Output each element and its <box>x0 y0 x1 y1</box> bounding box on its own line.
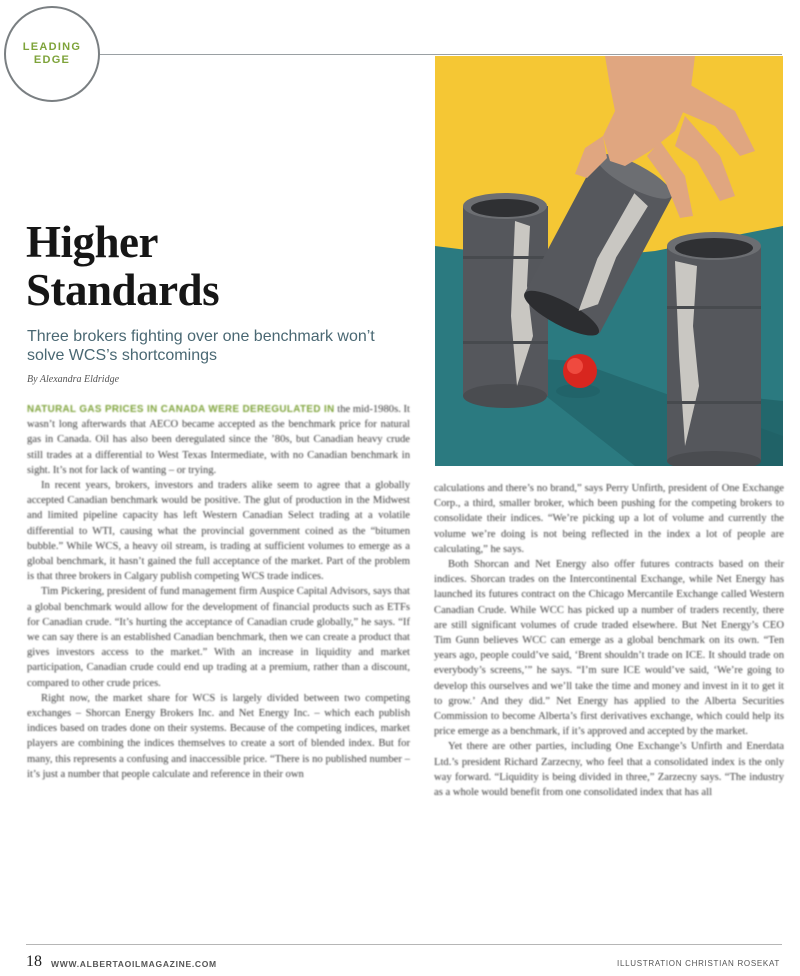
badge-line1: LEADING <box>22 41 82 53</box>
website-link[interactable]: WWW.ALBERTAOILMAGAZINE.COM <box>51 959 217 969</box>
body-paragraph-1 <box>27 402 410 478</box>
body-paragraph-7: Yet there are other parties, including One Exchange’s Unfirth and Enerdata Ltd.’s president Richard Zarzecny, who feel that a consolidated index is the only way forward. “Liquidity is being divided in three,” Zarzecny says. “The industry as a whole would benefit from one consolidated index that has all <box>434 741 784 799</box>
footer-rule <box>26 944 782 945</box>
body-paragraph-4: Right now, the market share for WCS is largely divided between two competing exchanges – Shorcan Energy Brokers Inc. and Net Energy Inc. – which each publish indices based on trades done on their systems. Because of the competing indices, market players are combining the indices themselves to create a sort of blended index. But for many, this represents a confusing and inaccessible price. “There is no published number – it’s just a number that people calculate and reference in their own <box>27 692 410 780</box>
body-column-right <box>434 481 784 927</box>
page-number: 18 <box>26 953 42 970</box>
header-rule <box>100 54 782 55</box>
title-line1: Higher <box>26 217 158 267</box>
body-paragraph-3: Tim Pickering, president of fund management firm Auspice Capital Advisors, says that a global benchmark would allow for the development of financial products such as ETFs for Canadian crude. “It’s hurting the acceptance of Canadian crude globally,” he says. “If we can say there is an established Canadian benchmark, then we can create a product that gives investors access to the market.” With an increase in liquidity and market participation, Canadian crude could end up trading at a premium, rather than a discount, compared to other crude prices. <box>27 586 410 689</box>
body-column-left <box>27 402 410 930</box>
section-badge <box>4 6 100 102</box>
badge-line2: EDGE <box>33 54 71 66</box>
illustration-credit: ILLUSTRATION CHRISTIAN ROSEKAT <box>617 959 780 968</box>
title-line2: Standards <box>26 265 220 315</box>
article-deck: Three brokers fighting over one benchmark won’t solve WCS’s shortcomings <box>27 328 375 364</box>
article-byline: By Alexandra Eldridge <box>27 374 120 385</box>
lead-in: NATURAL GAS PRICES IN CANADA WERE DEREGULATED IN <box>27 404 335 415</box>
article-title <box>26 218 219 314</box>
right-barrel <box>667 232 761 466</box>
barrels-illustration <box>435 56 783 466</box>
body-paragraph-6: Both Shorcan and Net Energy also offer futures contracts based on their indices. Shorcan trades on the Intercontinental Exchange, while Net Energy has launched its futures contract on the Chicago Mercantile Exchange called Western Canadian Crude. While WCC has picked up a number of traders recently, there are still significant volumes of crude traded elsewhere. But Net Energy’s CEO Tim Gunn believes WCC can emerge as a global benchmark on its own. “Ten years ago, people could’ve said, ‘Brent shouldn’t trade on ICE. It should trade on everybody’s screens,’” he says. “I’m sure ICE would’ve said, ‘We’re going to develop this ourselves and we’ll take the time and money and invest in it to get it to grow.’ And they did.” Net Energy has applied to the Alberta Securities Commission to become Alberta’s first derivatives exchange, which could help its price emerge as a benchmark, if it’s approved and accepted by the market. <box>434 559 784 738</box>
body-paragraph-5: calculations and there’s no brand,” says Perry Unfirth, president of One Exchange Corp., a third, smaller broker, which been pushing for the competing brokers to consolidate their indices. “We’re picking up a lot of volume and currently the volume we’re doing is not being reflected in the index a lot of people are calculating,” he says. <box>434 483 784 555</box>
body-paragraph-1-text: the mid-1980s. It wasn’t long afterwards that AECO became accepted as the benchmark price for natural gas in Canada. Oil has also been deregulated since the ’80s, but Canadian heavy crude still trades at a differential to West Texas Intermediate, with no Canadian benchmark in sight. It’s not for lack of wanting – or trying. <box>27 404 410 476</box>
body-paragraph-2: In recent years, brokers, investors and traders alike seem to agree that a globally accepted Canadian benchmark would be positive. The glut of production in the Midwest and limited pipeline capacity has left Western Canadian Select trading at a volatile differential to WTI, causing what the provincial government coined as the “bitumen bubble.” While WCS, a heavy oil stream, is trading at sufficient volumes to emerge as a global benchmark, it hasn’t gained the full acceptance of the market. Part of the problem is that three brokers in Calgary publish competing WCS trade indices. <box>27 480 410 583</box>
